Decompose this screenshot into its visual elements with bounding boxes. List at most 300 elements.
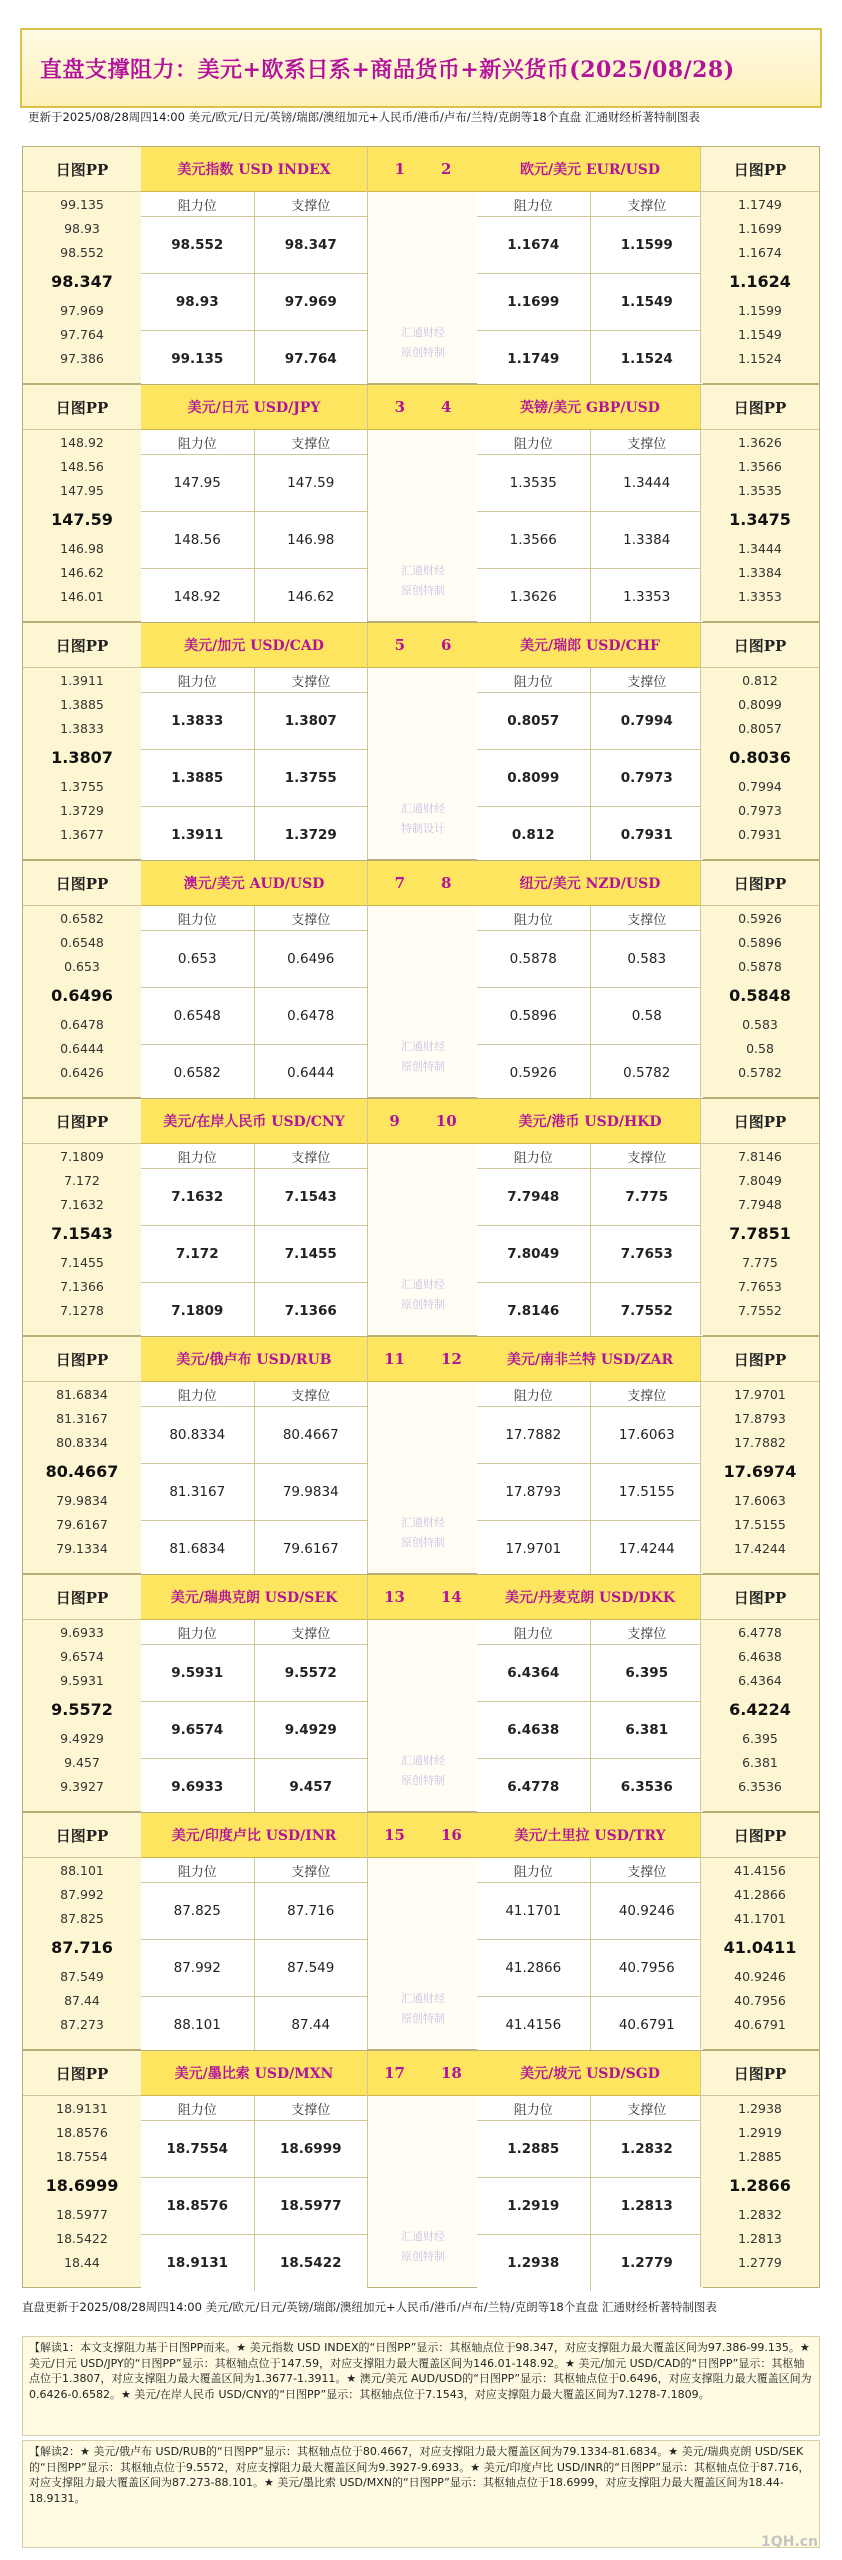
resistance-value: 88.101 bbox=[141, 1997, 255, 2053]
pp-level-value: 6.381 bbox=[742, 1754, 778, 1770]
resistance-value: 9.6933 bbox=[141, 1759, 255, 1815]
pair-block bbox=[22, 622, 820, 860]
pp-level-value: 7.7653 bbox=[738, 1278, 782, 1294]
block-index-column bbox=[367, 1337, 479, 1573]
level-row bbox=[477, 2178, 703, 2235]
block-numbers bbox=[368, 861, 478, 906]
support-value: 1.3807 bbox=[284, 713, 337, 729]
column-headers bbox=[477, 430, 703, 455]
level-row bbox=[477, 455, 703, 512]
support-value: 1.3755 bbox=[284, 770, 337, 786]
support-value: 6.381 bbox=[625, 1722, 669, 1738]
support-value: 87.44 bbox=[291, 2017, 331, 2033]
watermark-line-1: 汇通财经 bbox=[401, 1754, 445, 1767]
watermark-line-1: 汇通财经 bbox=[401, 2230, 445, 2243]
support-value: 0.583 bbox=[627, 951, 667, 967]
pp-level-value: 1.2813 bbox=[738, 2230, 782, 2246]
support-header: 支撑位 bbox=[291, 1626, 331, 1642]
watermark-line-2: 原创特制 bbox=[401, 1536, 445, 1549]
pair-table-left bbox=[141, 1099, 367, 1335]
right-pair-number: 2 bbox=[441, 160, 452, 178]
daily-pp-header: 日图PP bbox=[701, 1813, 819, 1858]
pp-level-value: 0.6478 bbox=[60, 1016, 104, 1032]
pivot-point-value: 6.4224 bbox=[729, 1699, 791, 1719]
pp-level-value: 0.6548 bbox=[60, 934, 104, 950]
block-numbers bbox=[368, 147, 478, 192]
watermark-line-1: 汇通财经 bbox=[401, 1516, 445, 1529]
pp-level-value: 17.5155 bbox=[734, 1516, 786, 1532]
left-pair-number: 9 bbox=[389, 1112, 400, 1130]
support-header: 支撑位 bbox=[627, 436, 667, 452]
watermark-line-2: 原创特制 bbox=[401, 584, 445, 597]
watermark-text bbox=[368, 561, 478, 601]
pivot-point-value: 98.347 bbox=[51, 271, 113, 291]
resistance-value: 7.1809 bbox=[141, 1283, 255, 1339]
block-numbers bbox=[368, 1575, 478, 1620]
level-row bbox=[141, 1169, 367, 1226]
pair-name: 美元/南非兰特 USD/ZAR bbox=[477, 1337, 703, 1382]
level-row bbox=[141, 569, 367, 625]
pair-table-right bbox=[477, 1575, 703, 1811]
watermark-text bbox=[368, 323, 478, 363]
level-row bbox=[477, 693, 703, 750]
resistance-value: 0.812 bbox=[477, 807, 591, 863]
pair-name: 美元/日元 USD/JPY bbox=[141, 385, 367, 430]
support-value: 1.1524 bbox=[620, 351, 673, 367]
daily-pp-header: 日图PP bbox=[23, 2051, 141, 2096]
pp-level-value: 1.3729 bbox=[60, 802, 104, 818]
support-value: 80.4667 bbox=[282, 1427, 339, 1443]
level-row bbox=[477, 274, 703, 331]
support-value: 7.775 bbox=[625, 1189, 669, 1205]
block-index-column bbox=[367, 1575, 479, 1811]
support-header: 支撑位 bbox=[627, 2102, 667, 2118]
pp-level-value: 0.5782 bbox=[738, 1064, 782, 1080]
support-value: 97.764 bbox=[284, 351, 337, 367]
support-value: 0.6496 bbox=[287, 951, 335, 967]
pp-level-value: 9.3927 bbox=[60, 1778, 104, 1794]
support-value: 40.9246 bbox=[618, 1903, 675, 1919]
level-row bbox=[141, 693, 367, 750]
column-headers bbox=[141, 1382, 367, 1407]
level-row bbox=[477, 750, 703, 807]
support-header: 支撑位 bbox=[291, 198, 331, 214]
resistance-value: 1.1749 bbox=[477, 331, 591, 387]
resistance-value: 98.93 bbox=[141, 274, 255, 330]
pp-level-value: 7.1278 bbox=[60, 1302, 104, 1318]
pp-level-value: 146.62 bbox=[60, 564, 104, 580]
pivot-point-value: 0.6496 bbox=[51, 985, 113, 1005]
right-pair-number: 16 bbox=[441, 1826, 462, 1844]
daily-pp-header: 日图PP bbox=[701, 1337, 819, 1382]
pair-name: 美元/港币 USD/HKD bbox=[477, 1099, 703, 1144]
level-row bbox=[477, 1702, 703, 1759]
pivot-point-value: 1.3807 bbox=[51, 747, 113, 767]
support-header: 支撑位 bbox=[627, 1864, 667, 1880]
column-headers bbox=[477, 2096, 703, 2121]
level-row bbox=[477, 1883, 703, 1940]
level-row bbox=[141, 274, 367, 331]
pivot-point-value: 87.716 bbox=[51, 1937, 113, 1957]
level-row bbox=[141, 1940, 367, 1997]
level-row bbox=[141, 807, 367, 863]
pivot-point-value: 18.6999 bbox=[45, 2175, 119, 2195]
pp-level-value: 41.4156 bbox=[734, 1862, 786, 1878]
resistance-value: 1.3626 bbox=[477, 569, 591, 625]
watermark-line-1: 汇通财经 bbox=[401, 1040, 445, 1053]
pp-level-value: 18.7554 bbox=[56, 2148, 108, 2164]
pivot-point-value: 80.4667 bbox=[45, 1461, 119, 1481]
support-value: 6.395 bbox=[625, 1665, 669, 1681]
pair-table-left bbox=[141, 1337, 367, 1573]
column-headers bbox=[141, 430, 367, 455]
daily-pp-header: 日图PP bbox=[23, 1575, 141, 1620]
watermark-line-2: 原创特制 bbox=[401, 2012, 445, 2025]
pp-level-value: 40.7956 bbox=[734, 1992, 786, 2008]
support-value: 1.3444 bbox=[623, 475, 671, 491]
pp-level-value: 98.552 bbox=[60, 244, 104, 260]
level-row bbox=[141, 1759, 367, 1815]
pair-table-right bbox=[477, 1813, 703, 2049]
right-pair-number: 8 bbox=[441, 874, 452, 892]
watermark-line-1: 汇通财经 bbox=[401, 564, 445, 577]
pp-level-value: 1.2919 bbox=[738, 2124, 782, 2140]
pp-level-value: 1.3353 bbox=[738, 588, 782, 604]
pp-level-value: 1.3535 bbox=[738, 482, 782, 498]
support-value: 1.3353 bbox=[623, 589, 671, 605]
left-pair-number: 11 bbox=[384, 1350, 405, 1368]
pair-table-right bbox=[477, 1099, 703, 1335]
level-row bbox=[141, 2235, 367, 2291]
level-row bbox=[141, 931, 367, 988]
support-header: 支撑位 bbox=[291, 674, 331, 690]
pp-level-value: 7.1809 bbox=[60, 1148, 104, 1164]
resistance-value: 1.3833 bbox=[141, 693, 255, 749]
level-row bbox=[141, 217, 367, 274]
support-value: 40.7956 bbox=[618, 1960, 675, 1976]
resistance-value: 80.8334 bbox=[141, 1407, 255, 1463]
pp-level-value: 7.7552 bbox=[738, 1302, 782, 1318]
support-value: 17.6063 bbox=[618, 1427, 675, 1443]
daily-pp-column-right bbox=[700, 385, 819, 621]
column-headers bbox=[477, 1858, 703, 1883]
pair-table-right bbox=[477, 2051, 703, 2287]
level-row bbox=[477, 1521, 703, 1577]
footer-update-line: 直盘更新于2025/08/28周四14:00 美元/欧元/日元/英镑/瑞郎/澳纽加元+人民币/港币/卢布/兰特/克朗等18个直盘 汇通财经析著特制图表 bbox=[22, 2300, 717, 2314]
pp-level-value: 17.9701 bbox=[734, 1386, 786, 1402]
resistance-header: 阻力位 bbox=[141, 2096, 255, 2120]
right-pair-number: 14 bbox=[441, 1588, 462, 1606]
column-headers bbox=[141, 1144, 367, 1169]
resistance-value: 147.95 bbox=[141, 455, 255, 511]
pivot-point-value: 7.1543 bbox=[51, 1223, 113, 1243]
daily-pp-header: 日图PP bbox=[701, 1575, 819, 1620]
pair-table-right bbox=[477, 861, 703, 1097]
pp-level-value: 1.1699 bbox=[738, 220, 782, 236]
resistance-value: 98.552 bbox=[141, 217, 255, 273]
pp-level-value: 6.395 bbox=[742, 1730, 778, 1746]
level-row bbox=[477, 569, 703, 625]
pp-level-value: 17.4244 bbox=[734, 1540, 786, 1556]
pair-table-left bbox=[141, 1575, 367, 1811]
resistance-header: 阻力位 bbox=[141, 906, 255, 930]
pp-level-value: 87.992 bbox=[60, 1886, 104, 1902]
pp-level-value: 1.3626 bbox=[738, 434, 782, 450]
support-header: 支撑位 bbox=[291, 1388, 331, 1404]
support-value: 1.3729 bbox=[284, 827, 337, 843]
support-value: 7.1366 bbox=[284, 1303, 337, 1319]
daily-pp-column-left bbox=[23, 2051, 142, 2287]
support-value: 6.3536 bbox=[620, 1779, 673, 1795]
support-value: 9.457 bbox=[289, 1779, 333, 1795]
resistance-value: 0.653 bbox=[141, 931, 255, 987]
level-row bbox=[477, 931, 703, 988]
column-headers bbox=[477, 192, 703, 217]
resistance-header: 阻力位 bbox=[477, 430, 591, 454]
daily-pp-header: 日图PP bbox=[23, 623, 141, 668]
pair-block bbox=[22, 860, 820, 1098]
pp-level-value: 147.95 bbox=[60, 482, 104, 498]
pair-name: 美元/坡元 USD/SGD bbox=[477, 2051, 703, 2096]
pp-level-value: 9.457 bbox=[64, 1754, 100, 1770]
pp-level-value: 146.98 bbox=[60, 540, 104, 556]
support-header: 支撑位 bbox=[627, 1150, 667, 1166]
pp-level-value: 87.44 bbox=[64, 1992, 100, 2008]
support-value: 97.969 bbox=[284, 294, 337, 310]
level-row bbox=[141, 2178, 367, 2235]
pair-block bbox=[22, 1574, 820, 1812]
pp-level-value: 0.5896 bbox=[738, 934, 782, 950]
pp-level-value: 40.9246 bbox=[734, 1968, 786, 1984]
pair-table-left bbox=[141, 1813, 367, 2049]
pp-level-value: 87.825 bbox=[60, 1910, 104, 1926]
resistance-value: 148.92 bbox=[141, 569, 255, 625]
pp-level-value: 0.8099 bbox=[738, 696, 782, 712]
pp-level-value: 9.5931 bbox=[60, 1672, 104, 1688]
level-row bbox=[141, 1045, 367, 1101]
pair-name: 澳元/美元 AUD/USD bbox=[141, 861, 367, 906]
pp-level-value: 9.4929 bbox=[60, 1730, 104, 1746]
update-info: 更新于2025/08/28周四14:00 美元/欧元/日元/英镑/瑞郎/澳纽加元+人民币/港币/卢布/兰特/克朗等18个直盘 汇通财经析著特制图表 bbox=[28, 110, 700, 124]
pp-level-value: 1.3566 bbox=[738, 458, 782, 474]
pp-level-value: 1.3444 bbox=[738, 540, 782, 556]
daily-pp-column-right bbox=[700, 1813, 819, 2049]
support-value: 17.4244 bbox=[618, 1541, 675, 1557]
column-headers bbox=[141, 906, 367, 931]
watermark-text bbox=[368, 2227, 478, 2267]
level-row bbox=[141, 512, 367, 569]
support-value: 7.1455 bbox=[284, 1246, 337, 1262]
resistance-value: 9.6574 bbox=[141, 1702, 255, 1758]
pp-level-value: 18.44 bbox=[64, 2254, 100, 2270]
resistance-value: 18.9131 bbox=[141, 2235, 255, 2291]
resistance-value: 0.5896 bbox=[477, 988, 591, 1044]
resistance-header: 阻力位 bbox=[477, 906, 591, 930]
support-value: 87.716 bbox=[287, 1903, 335, 1919]
pp-level-value: 1.3384 bbox=[738, 564, 782, 580]
pp-level-value: 0.812 bbox=[742, 672, 778, 688]
pair-table-right bbox=[477, 623, 703, 859]
resistance-value: 7.8146 bbox=[477, 1283, 591, 1339]
resistance-header: 阻力位 bbox=[477, 1620, 591, 1644]
pair-block bbox=[22, 2050, 820, 2288]
pair-block bbox=[22, 146, 820, 384]
resistance-value: 148.56 bbox=[141, 512, 255, 568]
right-pair-number: 6 bbox=[441, 636, 452, 654]
pp-level-value: 1.2832 bbox=[738, 2206, 782, 2222]
pp-level-value: 18.5977 bbox=[56, 2206, 108, 2222]
pp-level-value: 18.8576 bbox=[56, 2124, 108, 2140]
support-value: 146.98 bbox=[287, 532, 335, 548]
level-row bbox=[141, 2121, 367, 2178]
watermark-line-1: 汇通财经 bbox=[401, 1992, 445, 2005]
support-value: 147.59 bbox=[287, 475, 335, 491]
pp-level-value: 6.3536 bbox=[738, 1778, 782, 1794]
support-value: 79.9834 bbox=[282, 1484, 339, 1500]
pp-level-value: 7.1632 bbox=[60, 1196, 104, 1212]
daily-pp-header: 日图PP bbox=[23, 147, 141, 192]
pp-level-value: 0.7931 bbox=[738, 826, 782, 842]
resistance-value: 41.2866 bbox=[477, 1940, 591, 1996]
level-row bbox=[141, 1407, 367, 1464]
pp-level-value: 6.4638 bbox=[738, 1648, 782, 1664]
daily-pp-column-right bbox=[700, 861, 819, 1097]
resistance-value: 1.3885 bbox=[141, 750, 255, 806]
pp-level-value: 0.6444 bbox=[60, 1040, 104, 1056]
resistance-value: 17.9701 bbox=[477, 1521, 591, 1577]
daily-pp-column-right bbox=[700, 147, 819, 383]
pp-level-value: 9.6933 bbox=[60, 1624, 104, 1640]
resistance-value: 1.2919 bbox=[477, 2178, 591, 2234]
resistance-value: 81.3167 bbox=[141, 1464, 255, 1520]
pivot-point-value: 0.8036 bbox=[729, 747, 791, 767]
resistance-value: 6.4364 bbox=[477, 1645, 591, 1701]
pp-level-value: 148.56 bbox=[60, 458, 104, 474]
pp-level-value: 79.1334 bbox=[56, 1540, 108, 1556]
pp-level-value: 146.01 bbox=[60, 588, 104, 604]
support-header: 支撑位 bbox=[627, 674, 667, 690]
column-headers bbox=[141, 1858, 367, 1883]
pp-level-value: 148.92 bbox=[60, 434, 104, 450]
support-value: 1.1549 bbox=[620, 294, 673, 310]
resistance-value: 0.8099 bbox=[477, 750, 591, 806]
resistance-value: 0.8057 bbox=[477, 693, 591, 749]
pp-level-value: 97.386 bbox=[60, 350, 104, 366]
pp-level-value: 99.135 bbox=[60, 196, 104, 212]
watermark-line-1: 汇通财经 bbox=[401, 802, 445, 815]
level-row bbox=[477, 331, 703, 387]
pp-level-value: 40.6791 bbox=[734, 2016, 786, 2032]
resistance-value: 18.8576 bbox=[141, 2178, 255, 2234]
column-headers bbox=[141, 1620, 367, 1645]
block-index-column bbox=[367, 861, 479, 1097]
resistance-header: 阻力位 bbox=[141, 1620, 255, 1644]
pp-level-value: 18.9131 bbox=[56, 2100, 108, 2116]
pair-name: 英镑/美元 GBP/USD bbox=[477, 385, 703, 430]
pp-level-value: 1.3885 bbox=[60, 696, 104, 712]
daily-pp-column-right bbox=[700, 1099, 819, 1335]
support-value: 0.7973 bbox=[620, 770, 673, 786]
resistance-header: 阻力位 bbox=[141, 1858, 255, 1882]
pair-table-left bbox=[141, 2051, 367, 2287]
pp-level-value: 1.1599 bbox=[738, 302, 782, 318]
pp-level-value: 81.3167 bbox=[56, 1410, 108, 1426]
pair-block bbox=[22, 1812, 820, 2050]
pair-name: 美元/加元 USD/CAD bbox=[141, 623, 367, 668]
level-row bbox=[477, 1645, 703, 1702]
pp-level-value: 0.7973 bbox=[738, 802, 782, 818]
interpretation-note-2: 【解读2：★ 美元/俄卢布 USD/RUB的“日图PP”显示：其枢轴点位于80.4667，对应支撑阻力最大覆盖区间为79.1334-81.6834。★ 美元/瑞典克朗 USD/SEK的“日图PP”显示：其枢轴点位于9.5572，对应支撑阻力最大覆盖区间为9.3927-9.6933。★ 美元/印度卢比 USD/INR的“日图PP”显示：其枢轴点位于87.716，对应支撑阻力最大覆盖区间为87.273-88.101。★ 美元/墨比索 USD/MXN的“日图PP”显示：其枢轴点位于18.6999，对应支撑阻力最大覆盖区间为18.44-18.9131。 bbox=[22, 2440, 820, 2548]
column-headers bbox=[477, 906, 703, 931]
pivot-point-value: 1.2866 bbox=[729, 2175, 791, 2195]
level-row bbox=[477, 988, 703, 1045]
left-pair-number: 13 bbox=[384, 1588, 405, 1606]
watermark-text bbox=[368, 1513, 478, 1553]
pp-level-value: 9.6574 bbox=[60, 1648, 104, 1664]
support-value: 0.6444 bbox=[287, 1065, 335, 1081]
level-row bbox=[141, 1702, 367, 1759]
support-value: 87.549 bbox=[287, 1960, 335, 1976]
level-row bbox=[141, 1521, 367, 1577]
support-header: 支撑位 bbox=[627, 198, 667, 214]
resistance-header: 阻力位 bbox=[477, 2096, 591, 2120]
block-numbers bbox=[368, 385, 478, 430]
block-numbers bbox=[368, 623, 478, 668]
level-row bbox=[477, 1759, 703, 1815]
pp-level-value: 81.6834 bbox=[56, 1386, 108, 1402]
pivot-point-value: 147.59 bbox=[51, 509, 113, 529]
pp-level-value: 0.8057 bbox=[738, 720, 782, 736]
support-value: 0.7994 bbox=[620, 713, 673, 729]
daily-pp-column-left bbox=[23, 1337, 142, 1573]
resistance-value: 0.6548 bbox=[141, 988, 255, 1044]
level-row bbox=[141, 331, 367, 387]
resistance-value: 17.7882 bbox=[477, 1407, 591, 1463]
resistance-value: 1.3566 bbox=[477, 512, 591, 568]
pp-level-value: 1.3833 bbox=[60, 720, 104, 736]
pair-block bbox=[22, 1336, 820, 1574]
pivot-point-value: 17.6974 bbox=[723, 1461, 797, 1481]
resistance-header: 阻力位 bbox=[141, 430, 255, 454]
resistance-header: 阻力位 bbox=[477, 1382, 591, 1406]
support-value: 1.1599 bbox=[620, 237, 673, 253]
level-row bbox=[477, 1226, 703, 1283]
pp-level-value: 1.1674 bbox=[738, 244, 782, 260]
column-headers bbox=[477, 1144, 703, 1169]
resistance-value: 1.3911 bbox=[141, 807, 255, 863]
pair-table-left bbox=[141, 861, 367, 1097]
daily-pp-header: 日图PP bbox=[23, 1099, 141, 1144]
pivot-point-value: 1.1624 bbox=[729, 271, 791, 291]
level-row bbox=[477, 1407, 703, 1464]
page-title-banner bbox=[20, 28, 822, 108]
left-pair-number: 1 bbox=[394, 160, 405, 178]
site-watermark: 1QH.cn bbox=[761, 2534, 818, 2550]
pp-level-value: 0.653 bbox=[64, 958, 100, 974]
pp-level-value: 1.1524 bbox=[738, 350, 782, 366]
pp-level-value: 97.764 bbox=[60, 326, 104, 342]
resistance-header: 阻力位 bbox=[477, 1144, 591, 1168]
resistance-value: 87.992 bbox=[141, 1940, 255, 1996]
pair-name: 美元指数 USD INDEX bbox=[141, 147, 367, 192]
pp-level-value: 18.5422 bbox=[56, 2230, 108, 2246]
resistance-value: 1.1674 bbox=[477, 217, 591, 273]
pp-level-value: 0.5878 bbox=[738, 958, 782, 974]
support-value: 7.7552 bbox=[620, 1303, 673, 1319]
level-row bbox=[141, 455, 367, 512]
level-row bbox=[141, 1997, 367, 2053]
support-value: 18.6999 bbox=[280, 2141, 342, 2157]
